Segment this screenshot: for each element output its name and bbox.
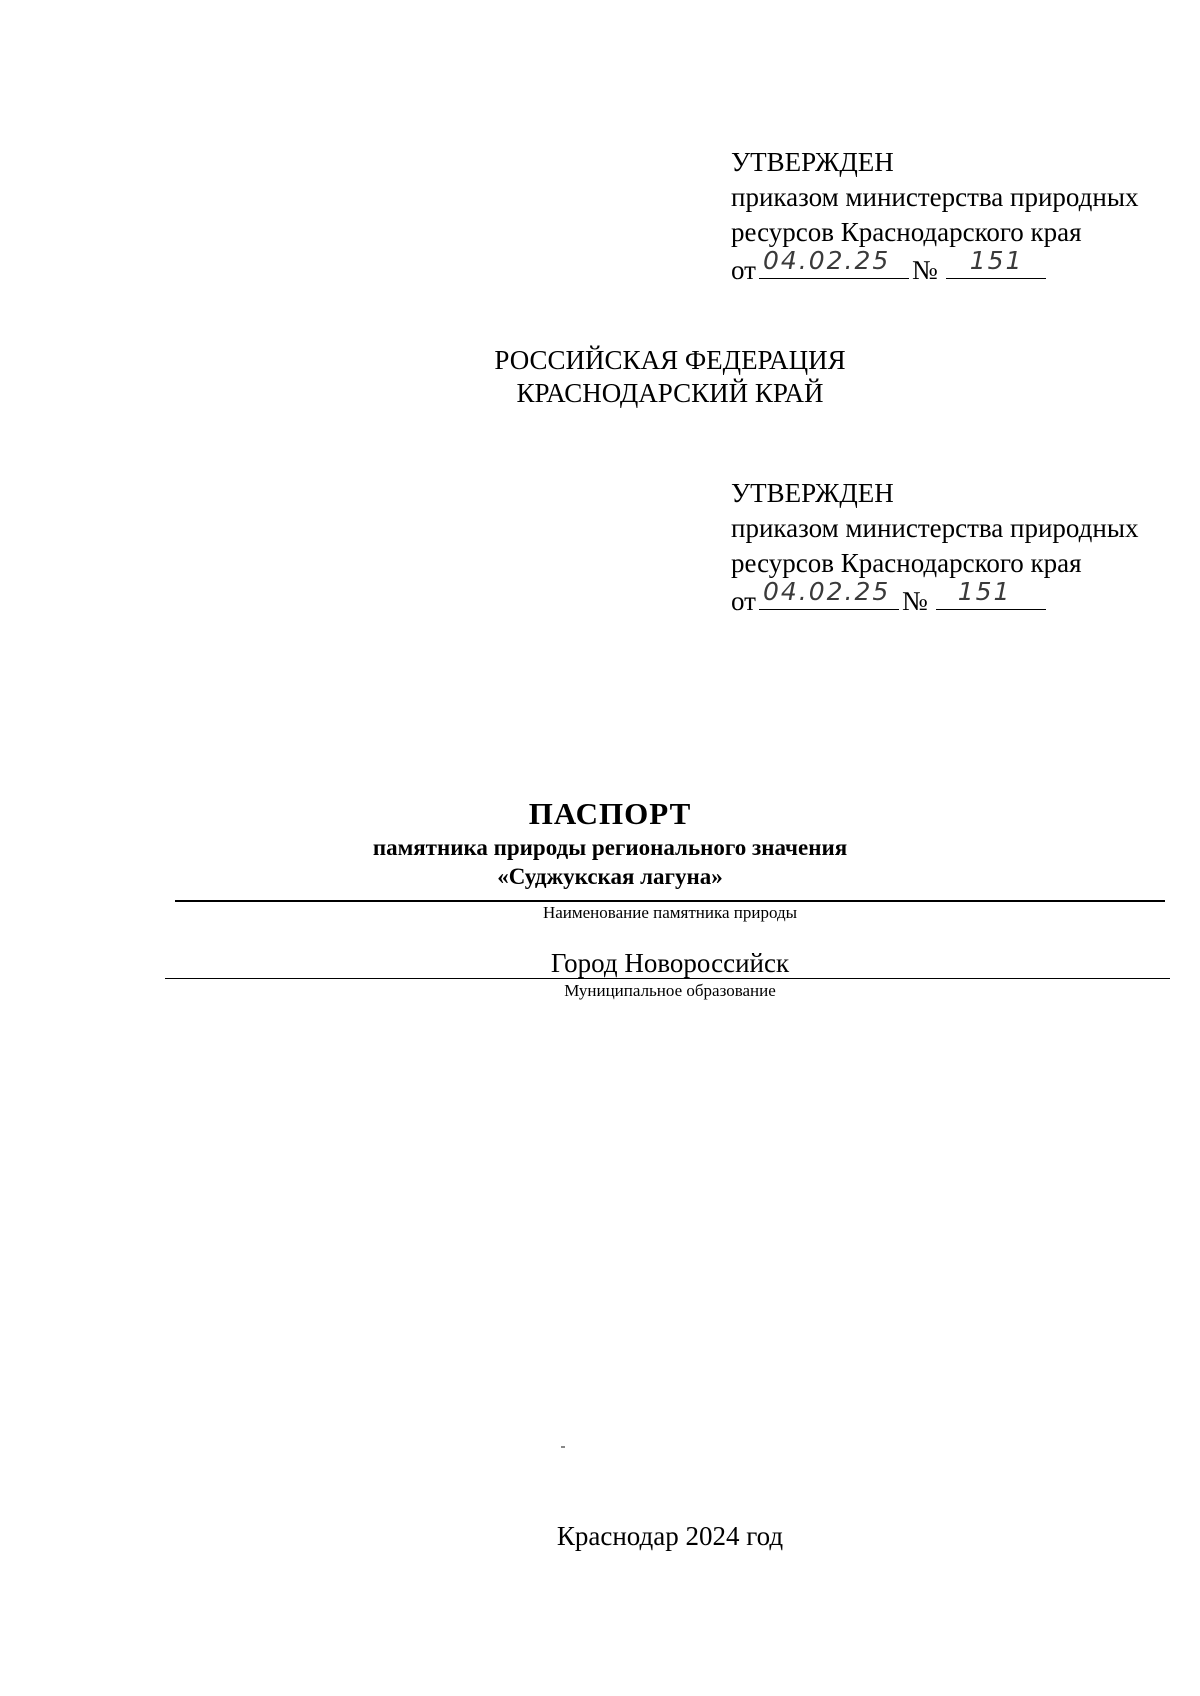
handwritten-number: 151 <box>957 577 1012 606</box>
name-underline <box>175 900 1165 902</box>
monument-name: «Суджукская лагуна» <box>497 864 723 889</box>
document-title: ПАСПОРТ <box>528 796 692 831</box>
approval-stamp-bottom <box>731 476 1138 619</box>
country-name: РОССИЙСКАЯ ФЕДЕРАЦИЯ <box>494 345 846 375</box>
municipality-caption: Муниципальное образование <box>564 981 776 1000</box>
date-field <box>759 246 909 279</box>
number-field <box>936 577 1046 610</box>
date-field <box>759 577 899 610</box>
federation-header <box>460 344 880 410</box>
approval-line-1: приказом министерства природных <box>731 513 1139 543</box>
approval-line-1: приказом министерства природных <box>731 182 1139 212</box>
approval-heading: УТВЕРЖДЕН <box>731 147 894 177</box>
approval-line-2: ресурсов Краснодарского края <box>731 548 1082 578</box>
municipality-underline <box>165 978 1170 979</box>
number-prefix: № <box>901 586 928 616</box>
approval-date-line <box>731 577 1138 619</box>
handwritten-date: 04.02.25 <box>762 577 891 606</box>
number-field <box>946 246 1046 279</box>
region-name: КРАСНОДАРСКИЙ КРАЙ <box>516 378 824 408</box>
approval-stamp-top <box>731 145 1138 288</box>
number-prefix: № <box>911 255 938 285</box>
date-prefix: от <box>731 586 756 616</box>
document-subtitle: памятника природы регионального значения <box>372 835 848 860</box>
footer-place-year: Краснодар 2024 год <box>556 1521 784 1551</box>
date-prefix: от <box>731 255 756 285</box>
scan-speck <box>561 1446 565 1448</box>
approval-line-2: ресурсов Краснодарского края <box>731 217 1082 247</box>
handwritten-number: 151 <box>969 246 1024 275</box>
passport-title-block <box>170 795 1050 891</box>
municipality-name: Город Новороссийск <box>550 948 790 978</box>
approval-heading: УТВЕРЖДЕН <box>731 478 894 508</box>
name-caption: Наименование памятника природы <box>542 903 798 922</box>
handwritten-date: 04.02.25 <box>762 246 891 275</box>
approval-date-line <box>731 246 1138 288</box>
